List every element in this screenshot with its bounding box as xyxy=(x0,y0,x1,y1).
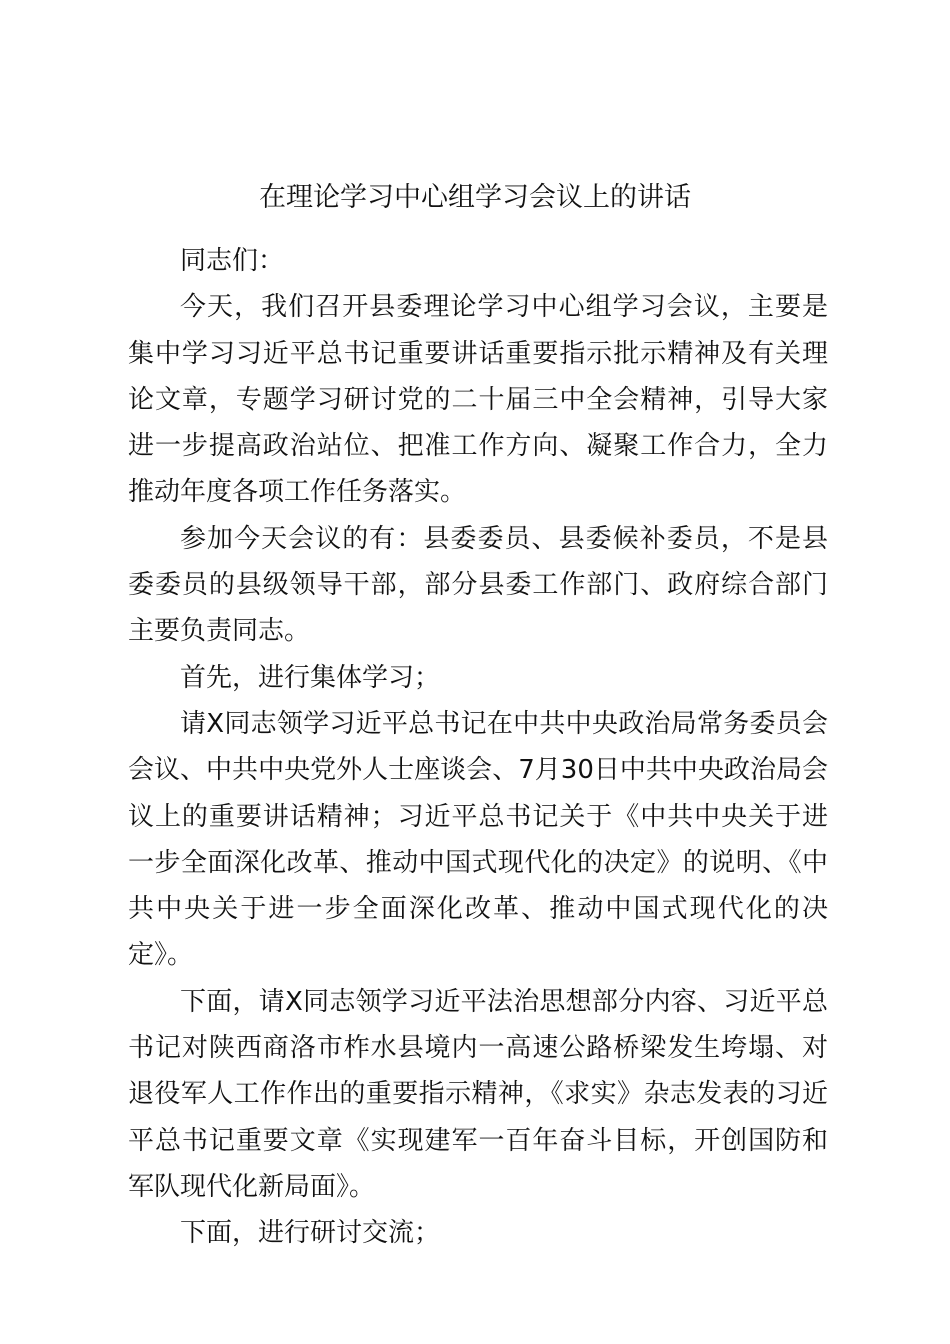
paragraph-attendees: 参加今天会议的有：县委委员、县委候补委员，不是县委委员的县级领导干部，部分县委工作部门、政府综合部门主要负责同志。 xyxy=(128,523,828,647)
paragraph-study-item-2: 下面，请X同志领学习近平法治思想部分内容、习近平总书记对陕西商洛市柞水县境内一高速公路桥梁发生垮塌、对退役军人工作作出的重要指示精神，《求实》杂志发表的习近平总书记重要文章《实现建军一百年奋斗目标，开创国防和军队现代化新局面》。 xyxy=(128,986,828,1202)
paragraph-first-item: 首先，进行集体学习； xyxy=(180,662,441,693)
document-body xyxy=(128,238,828,1257)
paragraph-study-item-1: 请X同志领学习近平总书记在中共中央政治局常务委员会会议、中共中央党外人士座谈会、7月30日中共中央政治局会议上的重要讲话精神；习近平总书记关于《中共中央关于进一步全面深化改革、推动中国式现代化的决定》的说明、《中共中央关于进一步全面深化改革、推动中国式现代化的决定》。 xyxy=(128,708,828,971)
paragraph-meeting-purpose: 今天，我们召开县委理论学习中心组学习会议，主要是集中学习习近平总书记重要讲话重要指示批示精神及有关理论文章，专题学习研讨党的二十届三中全会精神，引导大家进一步提高政治站位、把准工作方向、凝聚工作合力，全力推动年度各项工作任务落实。 xyxy=(128,292,828,508)
paragraph-salutation: 同志们： xyxy=(180,246,285,276)
document-title: 在理论学习中心组学习会议上的讲话 xyxy=(259,182,691,213)
paragraph-discussion: 下面，进行研讨交流； xyxy=(180,1218,441,1249)
